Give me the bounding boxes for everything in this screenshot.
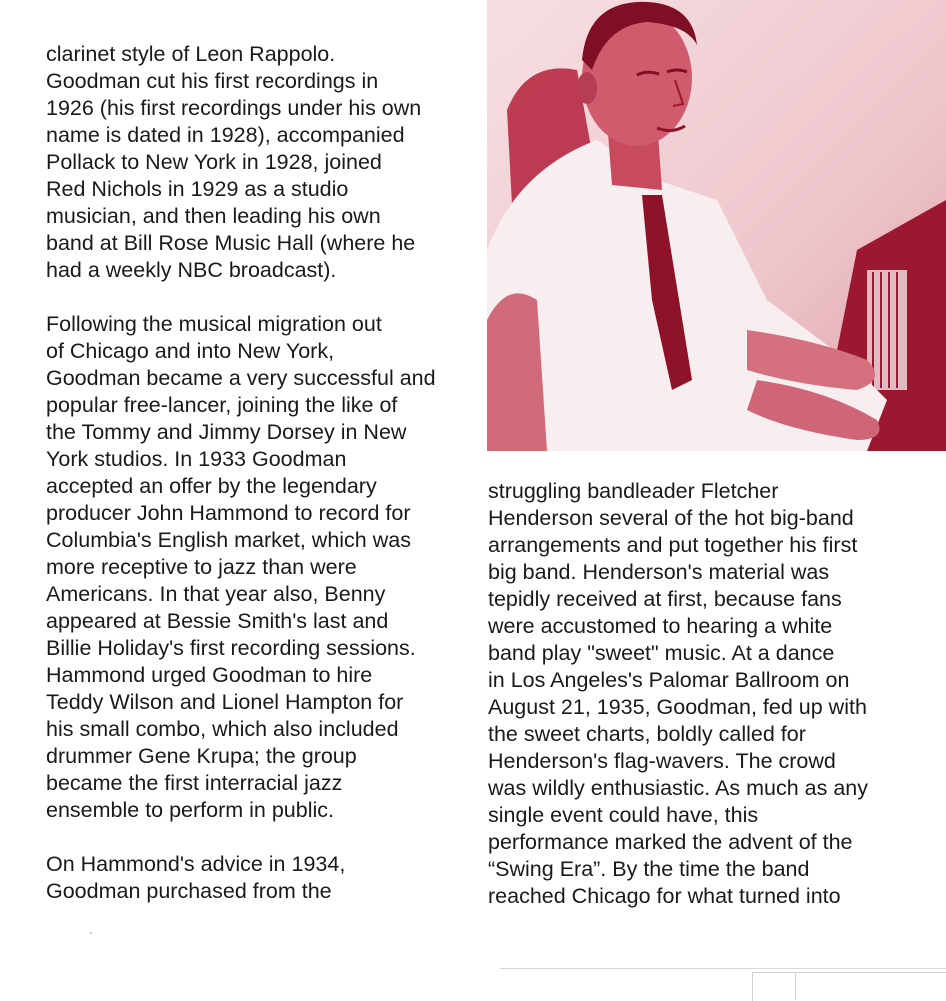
text-line: were accustomed to hearing a white	[488, 614, 833, 638]
text-line: ensemble to perform in public.	[46, 798, 335, 822]
left-text-column	[46, 41, 466, 905]
text-line: York studios. In 1933 Goodman	[46, 447, 347, 471]
text-line: Henderson several of the hot big-band	[488, 506, 854, 530]
right-paragraph-1	[488, 478, 908, 910]
text-line: the Tommy and Jimmy Dorsey in New	[46, 420, 407, 444]
text-line: Teddy Wilson and Lionel Hampton for	[46, 690, 404, 714]
page-corner-frame	[752, 972, 946, 1001]
text-line: Henderson's flag-wavers. The crowd	[488, 749, 836, 773]
text-line: Goodman purchased from the	[46, 879, 332, 903]
text-line: was wildly enthusiastic. As much as any	[488, 776, 868, 800]
paragraph-gap	[46, 284, 466, 311]
text-line: band at Bill Rose Music Hall (where he	[46, 231, 416, 255]
text-line: drummer Gene Krupa; the group	[46, 744, 357, 768]
text-line: performance marked the advent of the	[488, 830, 853, 854]
text-line: in Los Angeles's Palomar Ballroom on	[488, 668, 850, 692]
text-line: Americans. In that year also, Benny	[46, 582, 386, 606]
text-line: Pollack to New York in 1928, joined	[46, 150, 382, 174]
left-paragraph-3	[46, 851, 466, 905]
text-line: single event could have, this	[488, 803, 759, 827]
left-paragraph-1	[46, 41, 466, 284]
text-line: arrangements and put together his first	[488, 533, 858, 557]
pianist-photo	[487, 0, 946, 451]
text-line: his small combo, which also included	[46, 717, 399, 741]
text-line: Columbia's English market, which was	[46, 528, 411, 552]
text-line: name is dated in 1928), accompanied	[46, 123, 405, 147]
text-line: 1926 (his first recordings under his own	[46, 96, 422, 120]
text-line: clarinet style of Leon Rappolo.	[46, 42, 336, 66]
text-line: reached Chicago for what turned into	[488, 884, 841, 908]
text-line: August 21, 1935, Goodman, fed up with	[488, 695, 867, 719]
page-bottom-rule	[500, 968, 946, 969]
text-line: became the first interracial jazz	[46, 771, 343, 795]
text-line: Goodman cut his first recordings in	[46, 69, 379, 93]
pianist-photo-illustration	[487, 0, 946, 451]
text-line: Goodman became a very successful and	[46, 366, 436, 390]
text-line: Red Nichols in 1929 as a studio	[46, 177, 349, 201]
right-text-column	[488, 478, 908, 910]
text-line: On Hammond's advice in 1934,	[46, 852, 346, 876]
text-line: accepted an offer by the legendary	[46, 474, 377, 498]
page-corner-divider	[795, 972, 796, 1000]
text-line: appeared at Bessie Smith's last and	[46, 609, 389, 633]
scan-speck	[90, 932, 92, 934]
text-line: producer John Hammond to record for	[46, 501, 411, 525]
text-line: popular free-lancer, joining the like of	[46, 393, 398, 417]
text-line: big band. Henderson's material was	[488, 560, 830, 584]
text-line: had a weekly NBC broadcast).	[46, 258, 337, 282]
text-line: band play "sweet" music. At a dance	[488, 641, 835, 665]
text-line: “Swing Era”. By the time the band	[488, 857, 810, 881]
left-paragraph-2	[46, 311, 466, 824]
text-line: the sweet charts, boldly called for	[488, 722, 806, 746]
text-line: Hammond urged Goodman to hire	[46, 663, 373, 687]
text-line: struggling bandleader Fletcher	[488, 479, 779, 503]
text-line: more receptive to jazz than were	[46, 555, 357, 579]
text-line: musician, and then leading his own	[46, 204, 381, 228]
text-line: Billie Holiday's first recording sessions.	[46, 636, 416, 660]
text-line: Following the musical migration out	[46, 312, 382, 336]
text-line: of Chicago and into New York,	[46, 339, 335, 363]
paragraph-gap	[46, 824, 466, 851]
text-line: tepidly received at first, because fans	[488, 587, 842, 611]
